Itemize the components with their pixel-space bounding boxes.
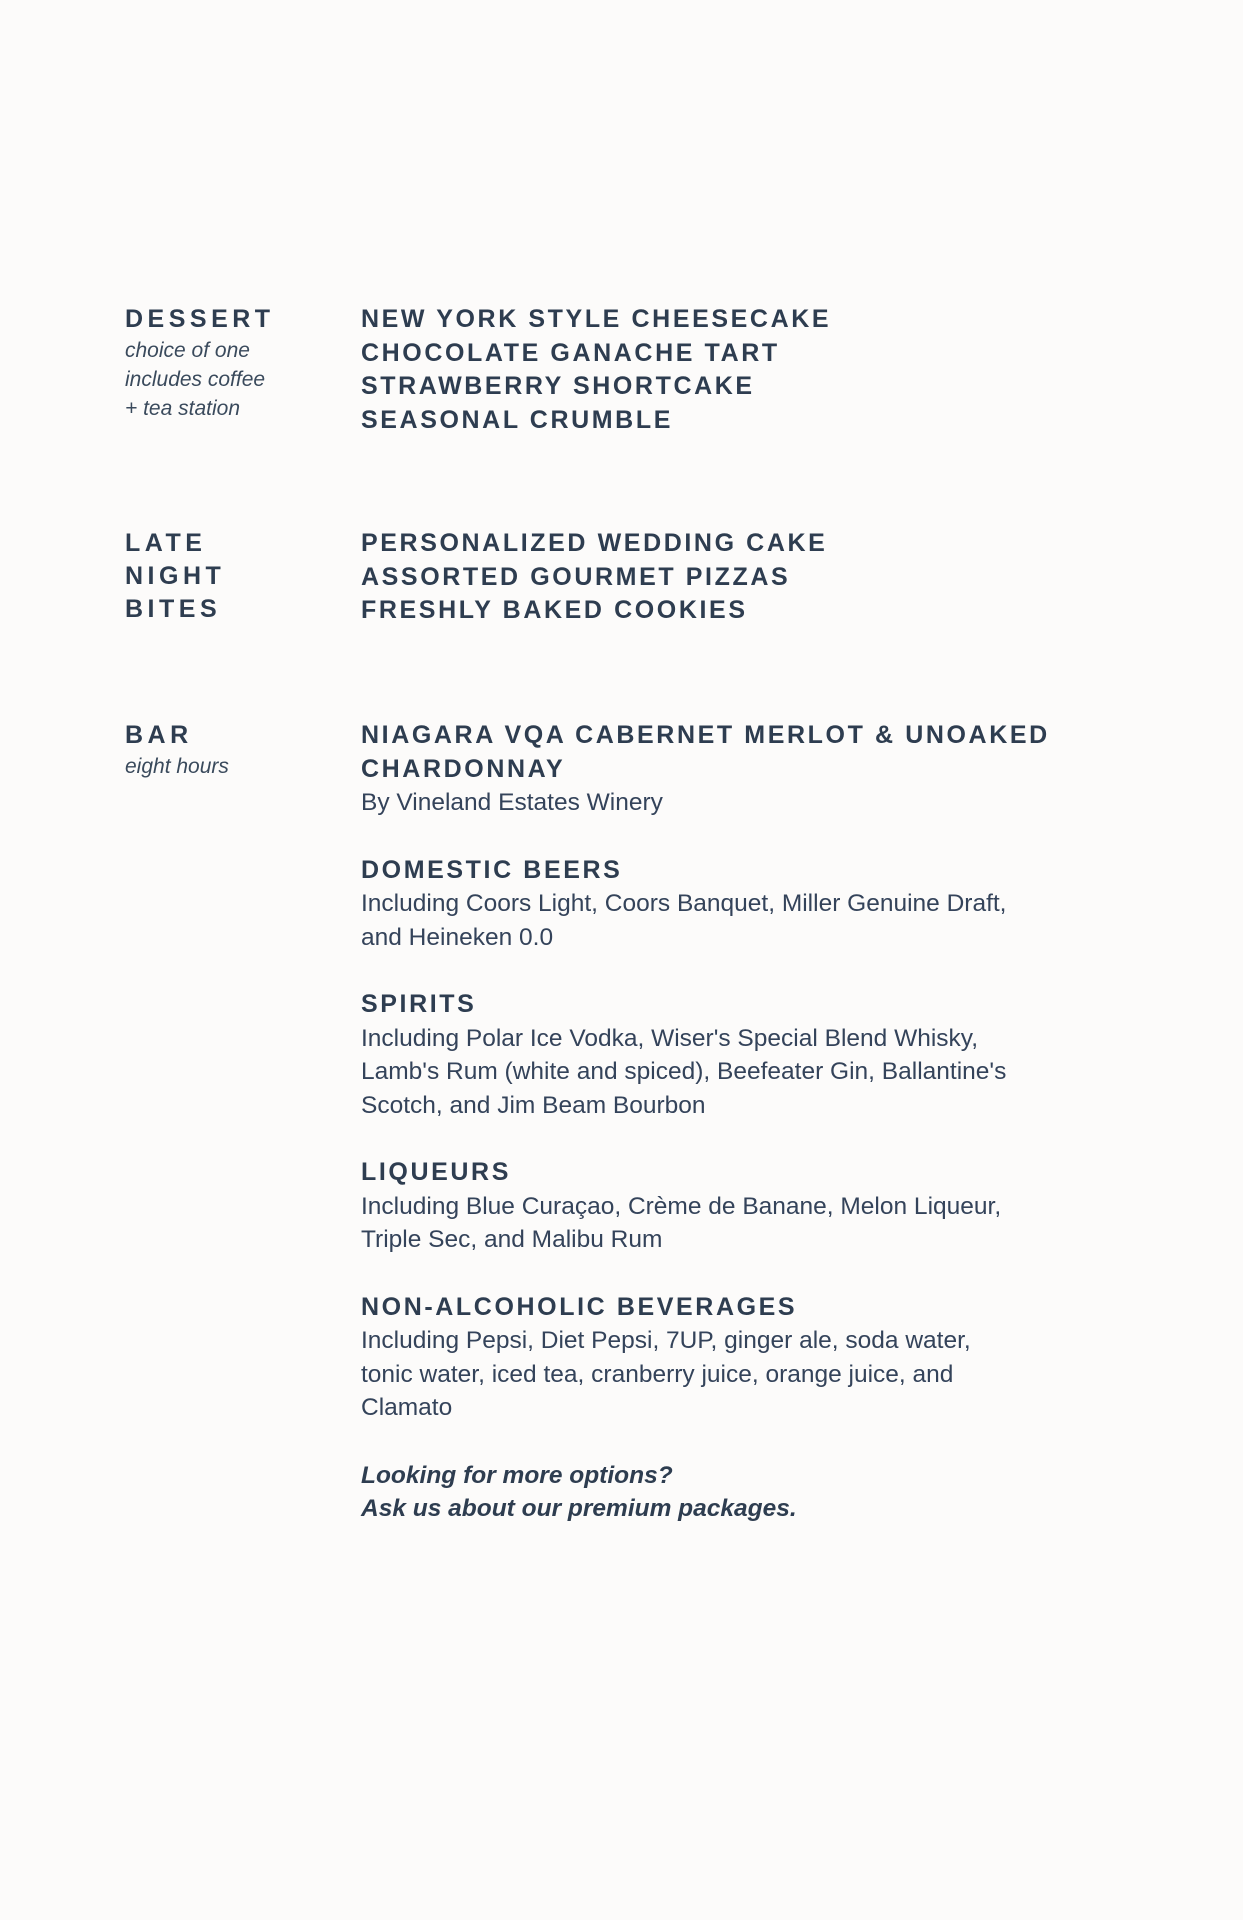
bar-item-heading: CHARDONNAY xyxy=(361,754,566,783)
dessert-items-list xyxy=(361,303,1121,437)
dessert-note-line: includes coffee xyxy=(125,368,266,391)
dessert-label-column xyxy=(125,303,345,423)
bar-label-column xyxy=(125,719,345,781)
bar-item-description: Clamato xyxy=(361,1394,453,1421)
late-night-title-line: BITES xyxy=(125,595,222,623)
bar-item-description: Including Polar Ice Vodka, Wiser's Special Blend Whisky, xyxy=(361,1024,978,1052)
late-night-items-list xyxy=(361,527,1121,628)
bar-item-description: Including Pepsi, Diet Pepsi, 7UP, ginger ale, soda water, xyxy=(361,1327,971,1354)
bar-item-heading: DOMESTIC BEERS xyxy=(361,855,623,884)
late-night-item: PERSONALIZED WEDDING CAKE xyxy=(361,529,828,557)
late-night-item: ASSORTED GOURMET PIZZAS xyxy=(361,562,791,591)
bar-item-non-alcoholic xyxy=(361,1291,1121,1425)
bar-item-description: tonic water, iced tea, cranberry juice, orange juice, and xyxy=(361,1360,954,1388)
bar-items-list xyxy=(361,719,1121,1526)
bar-item-heading: NON-ALCOHOLIC BEVERAGES xyxy=(361,1292,798,1321)
bar-item-spirits xyxy=(361,988,1121,1122)
bar-note: eight hours xyxy=(125,755,229,778)
dessert-item: STRAWBERRY SHORTCAKE xyxy=(361,372,755,400)
dessert-title: DESSERT xyxy=(125,305,275,333)
dessert-note-line: + tea station xyxy=(125,397,240,420)
dessert-item: CHOCOLATE GANACHE TART xyxy=(361,338,780,367)
bar-item-description: Triple Sec, and Malibu Rum xyxy=(361,1226,663,1253)
bar-item-wine xyxy=(361,719,1121,820)
callout-line: Ask us about our premium packages. xyxy=(361,1495,797,1522)
bar-item-liqueurs xyxy=(361,1156,1121,1257)
late-night-title-line: NIGHT xyxy=(125,562,226,590)
callout-line: Looking for more options? xyxy=(361,1461,673,1489)
bar-item-heading: SPIRITS xyxy=(361,990,477,1018)
bar-item-description: Lamb's Rum (white and spiced), Beefeater Gin, Ballantine's xyxy=(361,1058,1007,1085)
late-night-title-line: LATE xyxy=(125,529,207,557)
bar-item-description: Including Coors Light, Coors Banquet, Miller Genuine Draft, xyxy=(361,890,1007,917)
bar-item-description: Including Blue Curaçao, Crème de Banane, Melon Liqueur, xyxy=(361,1192,1002,1220)
dessert-note-line: choice of one xyxy=(125,339,250,362)
late-night-item: FRESHLY BAKED COOKIES xyxy=(361,596,748,624)
dessert-item: NEW YORK STYLE CHEESECAKE xyxy=(361,305,832,333)
bar-item-domestic-beers xyxy=(361,854,1121,955)
dessert-item: SEASONAL CRUMBLE xyxy=(361,405,673,434)
bar-item-heading: NIAGARA VQA CABERNET MERLOT & UNOAKED xyxy=(361,721,1050,749)
premium-packages-callout xyxy=(361,1459,1121,1526)
bar-item-description: By Vineland Estates Winery xyxy=(361,789,663,816)
bar-item-description: and Heineken 0.0 xyxy=(361,923,554,951)
bar-item-description: Scotch, and Jim Beam Bourbon xyxy=(361,1091,706,1119)
late-night-label-column xyxy=(125,527,345,626)
bar-item-heading: LIQUEURS xyxy=(361,1158,511,1186)
bar-title: BAR xyxy=(125,721,193,749)
